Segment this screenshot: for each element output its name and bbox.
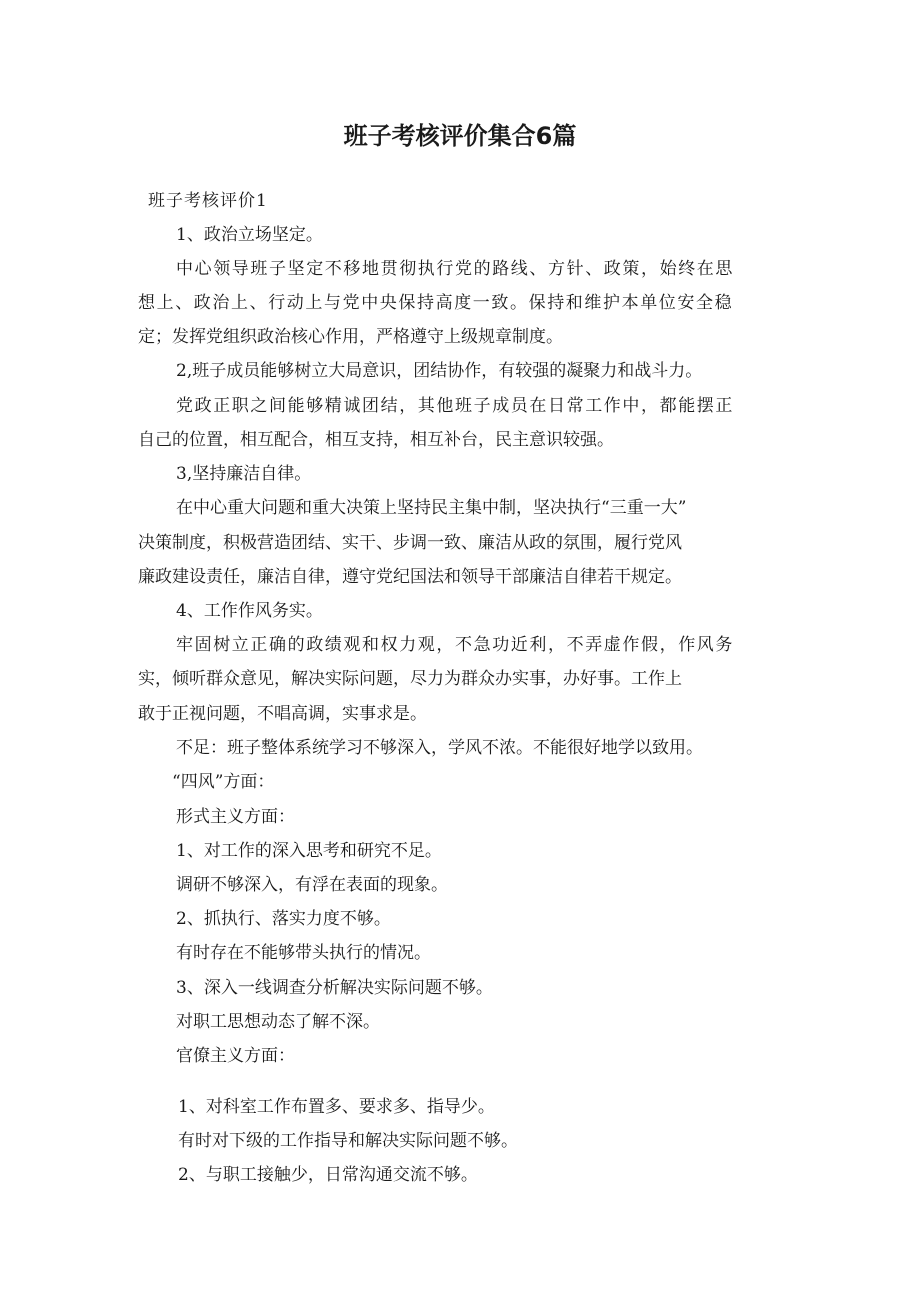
paragraph-line: 敢于正视问题，不唱高调，实事求是。: [138, 704, 427, 724]
paragraph-line: 自己的位置，相互配合，相互支持，相互补台，民主意识较强。: [138, 430, 614, 450]
paragraph-line: 决策制度，积极营造团结、实干、步调一致、廉洁从政的氛围，履行党风: [138, 533, 682, 553]
paragraph-line: “四风”方面：: [172, 772, 275, 792]
paragraph-line: 牢固树立正确的政绩观和权力观，不急功近利，不弄虚作假，作风务: [176, 635, 734, 655]
paragraph-line: 想上、政治上、行动上与党中央保持高度一致。保持和维护本单位安全稳: [138, 293, 734, 313]
paragraph-line: 定；发挥党组织政治核心作用，严格遵守上级规章制度。: [138, 327, 563, 347]
paragraph-line: 不足：班子整体系统学习不够深入，学风不浓。不能很好地学以致用。: [176, 738, 703, 758]
paragraph-line: 有时对下级的工作指导和解决实际问题不够。: [178, 1131, 518, 1151]
paragraph-line: 2,班子成员能够树立大局意识，团结协作，有较强的凝聚力和战斗力。: [176, 361, 703, 381]
paragraph-line: 中心领导班子坚定不移地贯彻执行党的路线、方针、政策，始终在思: [176, 259, 734, 279]
paragraph-line: 在中心重大问题和重大决策上坚持民主集中制，坚决执行“三重一大”: [176, 498, 687, 518]
paragraph-line: 3,坚持廉洁自律。: [176, 464, 312, 484]
paragraph-line: 3、深入一线调查分析解决实际问题不够。: [176, 978, 493, 998]
paragraph-line: 对职工思想动态了解不深。: [176, 1012, 380, 1032]
paragraph-line: 官僚主义方面：: [176, 1046, 295, 1066]
paragraph-line: 2、与职工接触少，日常沟通交流不够。: [178, 1165, 478, 1185]
paragraph-line: 4、工作作风务实。: [176, 601, 323, 621]
paragraph-line: 2、抓执行、落实力度不够。: [176, 909, 391, 929]
paragraph-line: 党政正职之间能够精诚团结，其他班子成员在日常工作中，都能摆正: [176, 396, 734, 416]
paragraph-line: 实，倾听群众意见，解决实际问题，尽力为群众办实事，办好事。工作上: [138, 669, 682, 689]
section-heading: 班子考核评价1: [148, 191, 268, 211]
paragraph-line: 1、对科室工作布置多、要求多、指导少。: [178, 1097, 495, 1117]
paragraph-line: 形式主义方面：: [176, 807, 295, 827]
paragraph-line: 廉政建设责任，廉洁自律，遵守党纪国法和领导干部廉洁自律若干规定。: [138, 567, 682, 587]
paragraph-line: 1、政治立场坚定。: [176, 225, 323, 245]
paragraph-line: 有时存在不能够带头执行的情况。: [176, 943, 431, 963]
paragraph-line: 调研不够深入，有浮在表面的现象。: [176, 875, 448, 895]
document-title: 班子考核评价集合6篇: [343, 122, 577, 150]
paragraph-line: 1、对工作的深入思考和研究不足。: [176, 841, 442, 861]
